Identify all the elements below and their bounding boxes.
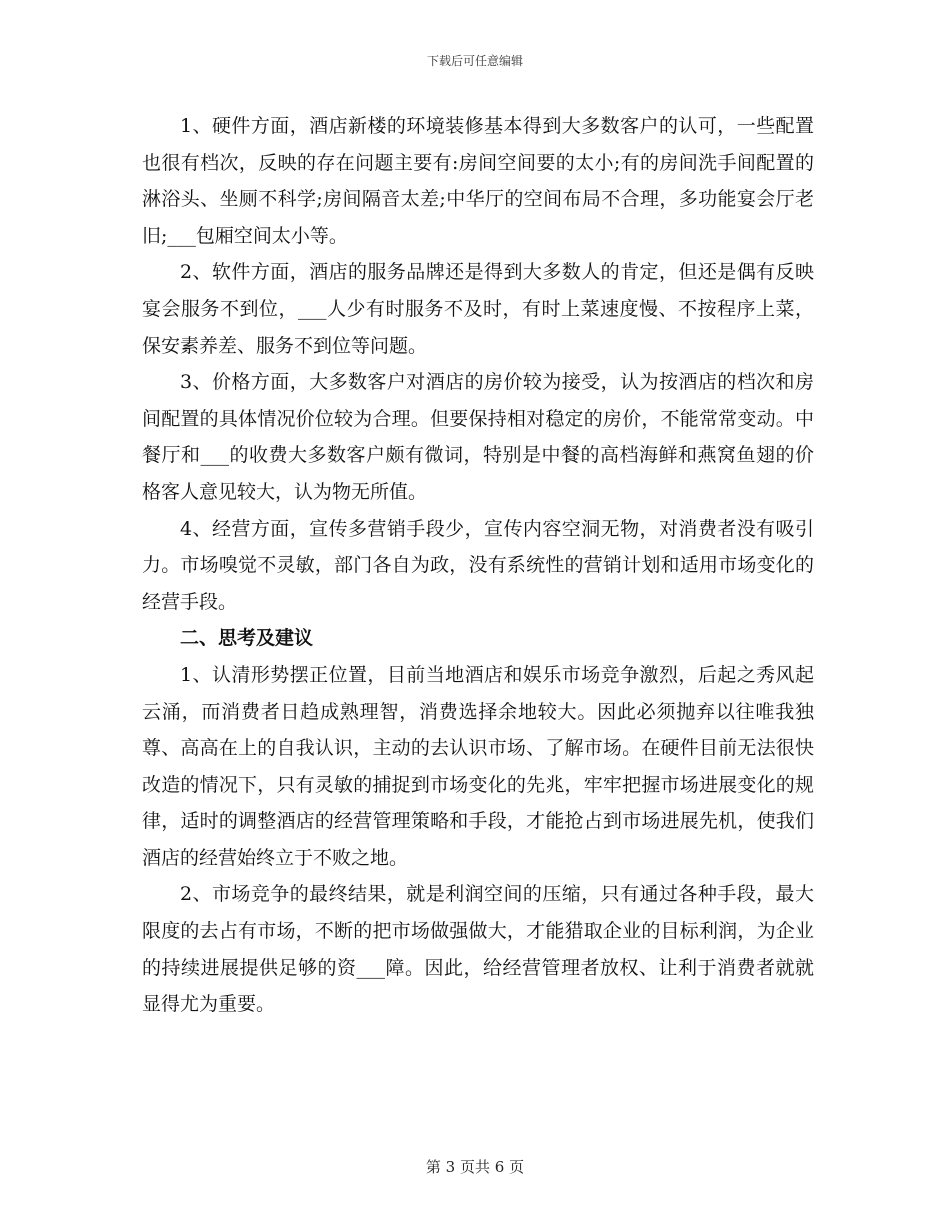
document-body — [142, 108, 814, 1023]
page-header: 下载后可任意编辑 — [426, 54, 523, 68]
section-heading: 二、思考及建议 — [180, 627, 314, 650]
paragraph-suggestion-2: 2、市场竞争的最终结果，就是利润空间的压缩，只有通过各种手段，最大限度的去占有市场，不断的把市场做强做大，才能猎取企业的目标利润，为企业的持续进展提供足够的资___障。因此，给经营管理者放权、让利于消费者就就显得尤为重要。 — [142, 883, 814, 1016]
paragraph-operation: 4、经营方面，宣传多营销手段少，宣传内容空洞无物，对消费者没有吸引力。市场嗅觉不灵敏，部门各自为政，没有系统性的营销计划和适用市场变化的经营手段。 — [142, 517, 814, 613]
page-footer: 第 3 页共 6 页 — [425, 1158, 525, 1176]
paragraph-price: 3、价格方面，大多数客户对酒店的房价较为接受，认为按酒店的档次和房间配置的具体情况价位较为合理。但要保持相对稳定的房价，不能常常变动。中餐厅和___的收费大多数客户颇有微词，特别是中餐的高档海鲜和燕窝鱼翅的价格客人意见较大，认为物无所值。 — [142, 371, 814, 503]
paragraph-suggestion-1: 1、认清形势摆正位置，目前当地酒店和娱乐市场竞争激烈，后起之秀风起云涌，而消费者日趋成熟理智，消费选择余地较大。因此必须抛弃以往唯我独尊、高高在上的自我认识，主动的去认识市场、了解市场。在硬件目前无法很快改造的情况下，只有灵敏的捕捉到市场变化的先兆，牢牢把握市场进展变化的规律，适时的调整酒店的经营管理策略和手段，才能抢占到市场进展先机，使我们酒店的经营始终立于不败之地。 — [142, 663, 814, 869]
paragraph-software: 2、软件方面，酒店的服务品牌还是得到大多数人的肯定，但还是偶有反映宴会服务不到位，___人少有时服务不及时，有时上菜速度慢、不按程序上菜，保安素养差、服务不到位等问题。 — [142, 261, 814, 357]
paragraph-hardware: 1、硬件方面，酒店新楼的环境装修基本得到大多数客户的认可，一些配置也很有档次，反映的存在问题主要有:房间空间要的太小;有的房间洗手间配置的淋浴头、坐厕不科学;房间隔音太差;中华厅的空间布局不合理，多功能宴会厅老旧;___包厢空间太小等。 — [142, 115, 814, 247]
